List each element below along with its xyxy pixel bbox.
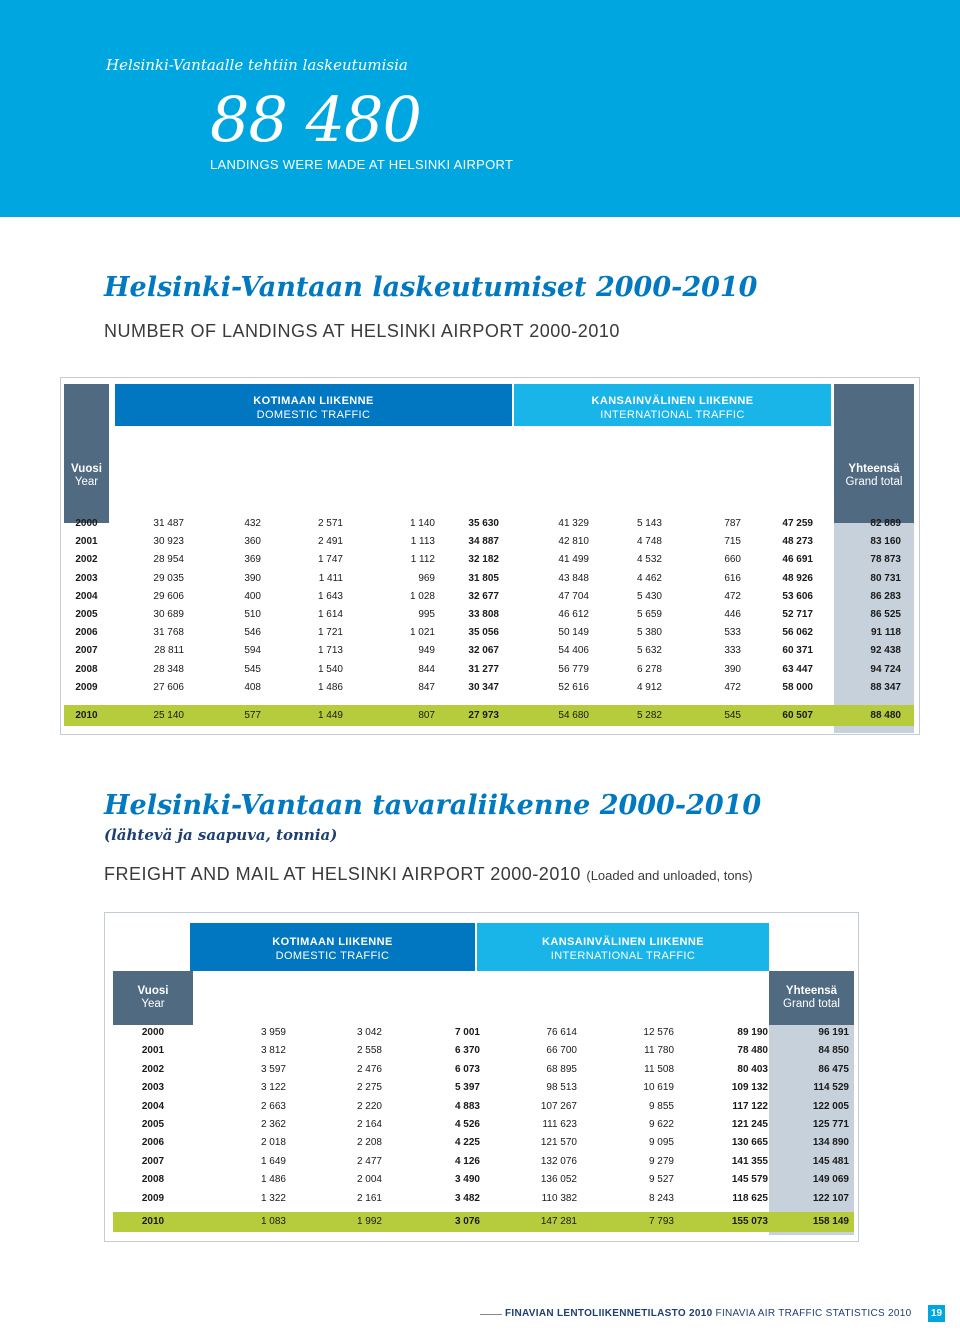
landings-cell: 35 630 (468, 518, 499, 529)
landings-header-2 (203, 429, 260, 522)
freight-cell: 132 076 (540, 1155, 577, 1167)
landings-cell: 1 411 (318, 572, 343, 584)
landings-cell: 333 (724, 645, 741, 657)
landings-header-fi: Yhteensä (445, 462, 497, 475)
freight-highlight-cell: 1 992 (356, 1216, 382, 1227)
freight-cell: 149 069 (812, 1174, 849, 1186)
freight-cell: 2009 (141, 1192, 165, 1204)
freight-header-en: Mail (321, 998, 344, 1010)
freight-header-en: Year (141, 998, 165, 1010)
landings-cell: 48 926 (782, 572, 813, 584)
freight-cell: 6 073 (454, 1063, 480, 1075)
freight-table (104, 912, 859, 1242)
landings-cell: 47 704 (558, 590, 589, 602)
landings-cell: 995 (418, 609, 435, 620)
freight-cell: 121 570 (540, 1137, 577, 1149)
freight-cell: 89 190 (737, 1027, 768, 1038)
freight-group-international: KANSAINVÄLINEN LIIKENNE INTERNATIONAL TRAFFIC (477, 923, 769, 971)
landings-cell: 847 (418, 681, 435, 693)
landings-cell: 30 689 (153, 609, 184, 620)
landings-cell: 32 182 (468, 554, 499, 566)
landings-cell: 545 (244, 663, 261, 675)
landings-cell: 50 149 (558, 627, 589, 639)
freight-cell: 10 619 (643, 1082, 674, 1094)
freight-cell: 2 275 (356, 1082, 382, 1094)
landings-highlight-cell: 5 282 (636, 710, 662, 721)
landings-header-fi: Sotilas-ilmailu (370, 449, 412, 475)
landings-cell: 1 140 (409, 518, 435, 529)
freight-cell: 107 267 (540, 1100, 577, 1112)
landings-cell: 390 (244, 572, 261, 584)
freight-header-en: Freight (219, 998, 256, 1010)
landings-header-fi: Yhteensä (848, 462, 900, 475)
landings-header-en: General aviation & other (678, 475, 758, 501)
freight-cell: 4 225 (454, 1137, 480, 1149)
landings-cell: 47 259 (782, 518, 813, 529)
freight-cell: 122 005 (812, 1100, 849, 1112)
landings-cell: 2009 (75, 681, 98, 693)
landings-cell: 616 (724, 572, 741, 584)
landings-cell: 369 (244, 554, 261, 566)
freight-cell: 114 529 (813, 1082, 849, 1094)
freight-header-5 (576, 971, 672, 1025)
landings-header-0 (64, 429, 109, 522)
freight-cell: 3 490 (454, 1174, 480, 1186)
landings-cell: 86 283 (870, 590, 901, 602)
landings-cell: 46 612 (558, 609, 589, 620)
freight-cell: 2007 (141, 1155, 165, 1167)
freight-highlight-cell: 3 076 (454, 1216, 480, 1227)
landings-highlight-cell: 27 973 (468, 710, 499, 721)
freight-cell: 6 370 (454, 1045, 480, 1057)
landings-cell: 472 (724, 590, 741, 602)
landings-cell: 400 (244, 590, 261, 602)
freight-group-domestic: KOTIMAAN LIIKENNE DOMESTIC TRAFFIC (190, 923, 475, 971)
freight-cell: 2 208 (356, 1137, 382, 1149)
landings-header-en: Militrary aviation (370, 475, 412, 501)
landings-header-1 (115, 429, 201, 522)
landings-cell: 5 380 (636, 627, 662, 639)
footer-text-en: FINAVIA AIR TRAFFIC STATISTICS 2010 (715, 1308, 912, 1319)
freight-cell: 1 486 (260, 1174, 286, 1186)
page-footer (0, 1304, 960, 1326)
landings-highlight-cell: 60 507 (782, 710, 813, 721)
freight-header-fi: Rahti (223, 985, 252, 997)
freight-cell: 84 850 (818, 1045, 849, 1057)
hero-banner (0, 0, 960, 217)
landings-cell: 2005 (75, 609, 98, 620)
freight-cell: 134 890 (812, 1137, 849, 1149)
landings-cell: 1 113 (410, 536, 435, 548)
freight-title-en-note: (Loaded and unloaded, tons) (586, 868, 753, 883)
freight-cell: 11 780 (644, 1045, 674, 1057)
landings-cell: 56 062 (782, 627, 813, 639)
landings-cell: 29 035 (153, 572, 184, 584)
freight-header-2 (286, 971, 379, 1025)
freight-title-en (104, 864, 753, 885)
landings-table (60, 377, 920, 735)
freight-header-fi: Yhteensä (695, 985, 748, 997)
freight-cell: 9 527 (648, 1174, 674, 1186)
landings-cell: 2006 (75, 627, 98, 639)
freight-header-3 (381, 971, 475, 1025)
landings-cell: 4 912 (636, 681, 662, 693)
freight-cell: 9 622 (648, 1119, 674, 1130)
landings-cell: 91 118 (870, 627, 901, 639)
freight-cell: 2002 (141, 1063, 165, 1075)
landings-cell: 2 571 (317, 518, 343, 529)
landings-cell: 31 487 (153, 518, 184, 529)
landings-title-fi: Helsinki-Vantaan laskeutumiset 2000-2010 (104, 272, 758, 303)
landings-cell: 29 606 (153, 590, 184, 602)
freight-highlight-cell: 158 149 (812, 1216, 849, 1227)
freight-cell: 4 526 (454, 1119, 480, 1130)
freight-cell: 130 665 (731, 1137, 768, 1149)
landings-cell: 1 713 (317, 645, 343, 657)
freight-header-6 (674, 971, 769, 1025)
landings-cell: 2003 (75, 572, 98, 584)
landings-group-domestic: KOTIMAAN LIIKENNE DOMESTIC TRAFFIC (115, 384, 512, 426)
landings-cell: 48 273 (782, 536, 813, 548)
landings-highlight-cell: 2010 (75, 710, 98, 721)
landings-cell: 1 021 (409, 627, 435, 639)
freight-cell: 2008 (141, 1174, 165, 1186)
freight-highlight-cell: 7 793 (648, 1216, 674, 1227)
freight-cell: 109 132 (731, 1082, 768, 1094)
hero-tagline: Helsinki-Vantaalle tehtiin laskeutumisia (106, 56, 408, 74)
landings-header-fi: Yleisilmailu ja muut (679, 449, 757, 475)
landings-cell: 787 (724, 518, 741, 529)
landings-cell: 1 614 (317, 609, 343, 620)
landings-cell: 52 717 (782, 609, 813, 620)
landings-cell: 5 659 (636, 609, 662, 620)
freight-cell: 136 052 (540, 1174, 577, 1186)
freight-cell: 3 482 (454, 1192, 480, 1204)
landings-cell: 32 677 (468, 590, 499, 602)
landings-cell: 28 811 (154, 645, 184, 657)
landings-cell: 408 (244, 681, 261, 693)
landings-cell: 6 278 (636, 663, 662, 675)
landings-header-fi: Yleisilmailu (275, 462, 339, 475)
freight-header-0 (113, 971, 193, 1025)
landings-cell: 1 721 (317, 627, 343, 639)
freight-header-4 (477, 971, 574, 1025)
landings-cell: 1 643 (317, 590, 343, 602)
landings-cell: 34 887 (468, 536, 499, 548)
freight-cell: 2 477 (356, 1155, 382, 1167)
landings-cell: 1 028 (409, 590, 435, 602)
freight-cell: 145 481 (812, 1155, 849, 1167)
landings-cell: 53 606 (782, 590, 813, 602)
freight-cell: 86 475 (818, 1063, 849, 1075)
landings-cell: 32 067 (468, 645, 499, 657)
freight-highlight-cell: 2010 (141, 1216, 165, 1227)
landings-header-6 (514, 429, 604, 522)
landings-highlight-cell: 807 (418, 710, 435, 721)
landings-header-en: Charter (621, 475, 661, 488)
landings-cell: 949 (418, 645, 435, 657)
landings-header-5 (430, 429, 512, 522)
landings-header-en: Charter (212, 475, 251, 488)
landings-cell: 41 499 (558, 554, 589, 566)
landings-cell: 31 805 (468, 572, 499, 584)
landings-cell: 472 (724, 681, 741, 693)
hero-big-number: 88 480 (210, 83, 421, 156)
freight-header-en: Freight (507, 998, 544, 1010)
freight-cell: 68 895 (546, 1063, 577, 1075)
landings-header-fi: Reitti (143, 462, 173, 475)
freight-cell: 2 161 (356, 1192, 382, 1204)
landings-cell: 360 (244, 536, 261, 548)
freight-cell: 80 403 (737, 1063, 768, 1075)
landings-cell: 446 (724, 609, 741, 620)
freight-cell: 66 700 (546, 1045, 577, 1057)
freight-cell: 11 508 (644, 1063, 674, 1075)
landings-cell: 58 000 (782, 681, 813, 693)
freight-cell: 8 243 (648, 1192, 674, 1204)
freight-cell: 2003 (141, 1082, 165, 1094)
landings-cell: 5 143 (636, 518, 662, 529)
freight-cell: 2 558 (356, 1045, 382, 1057)
landings-header-4 (354, 429, 428, 522)
landings-header-fi: Reitti (544, 462, 574, 475)
landings-cell: 4 748 (636, 536, 662, 548)
landings-header-en: Year (74, 475, 99, 488)
freight-header-fi: Posti (318, 985, 347, 997)
freight-cell: 3 042 (356, 1027, 382, 1038)
landings-cell: 2002 (75, 554, 98, 566)
landings-group-international: KANSAINVÄLINEN LIIKENNE INTERNATIONAL TRAFFIC (514, 384, 831, 426)
landings-cell: 88 347 (870, 681, 901, 693)
freight-cell: 2 018 (260, 1137, 286, 1149)
freight-cell: 3 597 (260, 1063, 286, 1075)
landings-header-7 (606, 429, 676, 522)
landings-cell: 52 616 (558, 681, 589, 693)
landings-cell: 2000 (75, 518, 98, 529)
landings-cell: 2008 (75, 663, 98, 675)
freight-cell: 121 245 (731, 1119, 768, 1130)
landings-highlight-cell: 577 (244, 710, 261, 721)
landings-cell: 969 (418, 572, 435, 584)
freight-cell: 5 397 (454, 1082, 480, 1094)
landings-cell: 83 160 (870, 536, 901, 548)
freight-cell: 141 355 (731, 1155, 768, 1167)
landings-cell: 42 810 (558, 536, 589, 548)
freight-title-en-main: FREIGHT AND MAIL AT HELSINKI AIRPORT 2000-2010 (104, 864, 581, 884)
landings-cell: 5 430 (636, 590, 662, 602)
landings-cell: 30 923 (153, 536, 184, 548)
freight-cell: 117 122 (732, 1100, 768, 1112)
landings-highlight-cell: 88 480 (870, 710, 901, 721)
freight-cell: 2 663 (260, 1100, 286, 1112)
landings-highlight-cell: 54 680 (558, 710, 589, 721)
freight-cell: 2000 (141, 1027, 165, 1038)
freight-header-fi: Rahti (511, 985, 540, 997)
landings-cell: 30 347 (468, 681, 499, 693)
landings-cell: 510 (244, 609, 261, 620)
freight-cell: 2005 (141, 1119, 165, 1130)
landings-cell: 533 (724, 627, 741, 639)
freight-header-fi: Vuosi (137, 985, 169, 997)
freight-header-en: Total (709, 998, 734, 1010)
landings-header-fi: Vuosi (71, 462, 102, 475)
landings-cell: 546 (244, 627, 261, 639)
landings-header-en: Total (458, 475, 484, 488)
landings-cell: 2004 (75, 590, 98, 602)
landings-cell: 2001 (75, 536, 98, 548)
freight-cell: 12 576 (643, 1027, 674, 1038)
landings-header-9 (760, 429, 831, 522)
landings-cell: 35 056 (468, 627, 499, 639)
footer-text-fi: FINAVIAN LENTOLIIKENNETILASTO 2010 (505, 1308, 713, 1319)
landings-cell: 43 848 (558, 572, 589, 584)
landings-cell: 28 954 (153, 554, 184, 566)
freight-header-7 (769, 971, 854, 1025)
freight-cell: 2 004 (356, 1174, 382, 1186)
freight-cell: 1 322 (260, 1192, 286, 1204)
freight-header-1 (190, 971, 285, 1025)
landings-cell: 31 768 (153, 627, 184, 639)
landings-cell: 31 277 (468, 663, 499, 675)
freight-header-fi: Yhteensä (402, 985, 454, 997)
landings-cell: 54 406 (558, 645, 589, 657)
freight-cell: 125 771 (812, 1119, 849, 1130)
landings-highlight-cell: 1 449 (317, 710, 343, 721)
landings-cell: 41 329 (558, 518, 589, 529)
freight-cell: 9 095 (648, 1137, 674, 1149)
landings-highlight-cell: 545 (724, 710, 741, 721)
landings-cell: 2 491 (317, 536, 343, 548)
freight-title-fi: Helsinki-Vantaan tavaraliikenne 2000-2010 (104, 790, 762, 821)
freight-header-en: Mail (613, 998, 635, 1010)
freight-header-en: Total (415, 998, 441, 1010)
landings-cell: 715 (724, 536, 741, 548)
freight-cell: 111 623 (542, 1119, 577, 1130)
landings-header-en: Total (783, 475, 808, 488)
footer-text (505, 1308, 911, 1319)
landings-cell: 1 486 (317, 681, 343, 693)
freight-cell: 78 480 (737, 1045, 768, 1057)
landings-cell: 1 540 (317, 663, 343, 675)
landings-cell: 4 532 (636, 554, 662, 566)
freight-cell: 110 382 (541, 1192, 577, 1204)
landings-header-en: General aviation (265, 475, 349, 488)
freight-cell: 3 959 (260, 1027, 286, 1038)
freight-header-fi: Yhteensä (785, 985, 838, 997)
landings-cell: 5 632 (636, 645, 662, 657)
freight-cell: 2 164 (356, 1119, 382, 1130)
landings-cell: 27 606 (153, 681, 184, 693)
freight-cell: 118 625 (732, 1192, 768, 1204)
freight-cell: 145 579 (731, 1174, 768, 1186)
freight-cell: 122 107 (812, 1192, 849, 1204)
freight-cell: 2006 (141, 1137, 165, 1149)
landings-cell: 2007 (75, 645, 98, 657)
landings-header-8 (678, 429, 758, 522)
freight-cell: 98 513 (546, 1082, 577, 1094)
landings-header-en: Scheduled (130, 475, 186, 488)
freight-cell: 4 883 (454, 1100, 480, 1112)
freight-highlight-cell: 147 281 (540, 1216, 577, 1227)
freight-cell: 4 126 (454, 1155, 480, 1167)
landings-header-en: Grand total (845, 475, 903, 488)
freight-subtitle-fi: (lähtevä ja saapuva, tonnia) (104, 826, 338, 844)
landings-cell: 46 691 (782, 554, 813, 566)
landings-cell: 594 (244, 645, 261, 657)
landings-header-fi: Yhteensä (769, 462, 822, 475)
landings-cell: 80 731 (870, 572, 901, 584)
landings-cell: 660 (724, 554, 741, 566)
freight-cell: 2 362 (260, 1119, 286, 1130)
freight-cell: 9 279 (648, 1155, 674, 1167)
landings-cell: 60 371 (782, 645, 813, 657)
landings-cell: 432 (244, 518, 261, 529)
freight-cell: 7 001 (454, 1027, 480, 1038)
freight-highlight-cell: 1 083 (260, 1216, 286, 1227)
freight-cell: 2 476 (356, 1063, 382, 1075)
landings-cell: 1 747 (317, 554, 343, 566)
freight-cell: 2004 (141, 1100, 165, 1112)
landings-highlight-cell: 25 140 (153, 710, 184, 721)
landings-cell: 33 808 (468, 609, 499, 620)
landings-header-10 (834, 429, 914, 522)
landings-cell: 56 779 (558, 663, 589, 675)
landings-cell: 390 (724, 663, 741, 675)
landings-cell: 1 112 (410, 554, 435, 566)
hero-subtitle: LANDINGS WERE MADE AT HELSINKI AIRPORT (210, 157, 514, 172)
landings-cell: 63 447 (782, 663, 813, 675)
landings-title-en: NUMBER OF LANDINGS AT HELSINKI AIRPORT 2000-2010 (104, 321, 620, 341)
landings-cell: 28 348 (153, 663, 184, 675)
freight-cell: 76 614 (546, 1027, 577, 1038)
landings-header-fi: Tilaus (624, 462, 658, 475)
page-number: 19 (928, 1305, 945, 1322)
freight-cell: 1 649 (260, 1155, 286, 1167)
landings-cell: 78 873 (870, 554, 901, 566)
freight-cell: 96 191 (818, 1027, 849, 1038)
landings-header-3 (262, 429, 352, 522)
landings-cell: 94 724 (870, 663, 901, 675)
landings-header-fi: Tilaus (214, 462, 248, 475)
landings-cell: 844 (418, 663, 435, 675)
landings-header-en: Scheduled (531, 475, 587, 488)
freight-header-fi: Posti (609, 985, 639, 997)
footer-rule (480, 1314, 502, 1315)
freight-cell: 9 855 (648, 1100, 674, 1112)
freight-cell: 2001 (141, 1045, 165, 1057)
freight-header-en: Grand total (783, 998, 840, 1010)
freight-cell: 2 220 (356, 1100, 382, 1112)
landings-cell: 92 438 (870, 645, 901, 657)
landings-cell: 86 525 (870, 609, 901, 620)
freight-cell: 3 122 (260, 1082, 286, 1094)
landings-cell: 82 889 (870, 518, 901, 529)
landings-cell: 4 462 (636, 572, 662, 584)
freight-highlight-cell: 155 073 (731, 1216, 768, 1227)
freight-cell: 3 812 (260, 1045, 286, 1057)
